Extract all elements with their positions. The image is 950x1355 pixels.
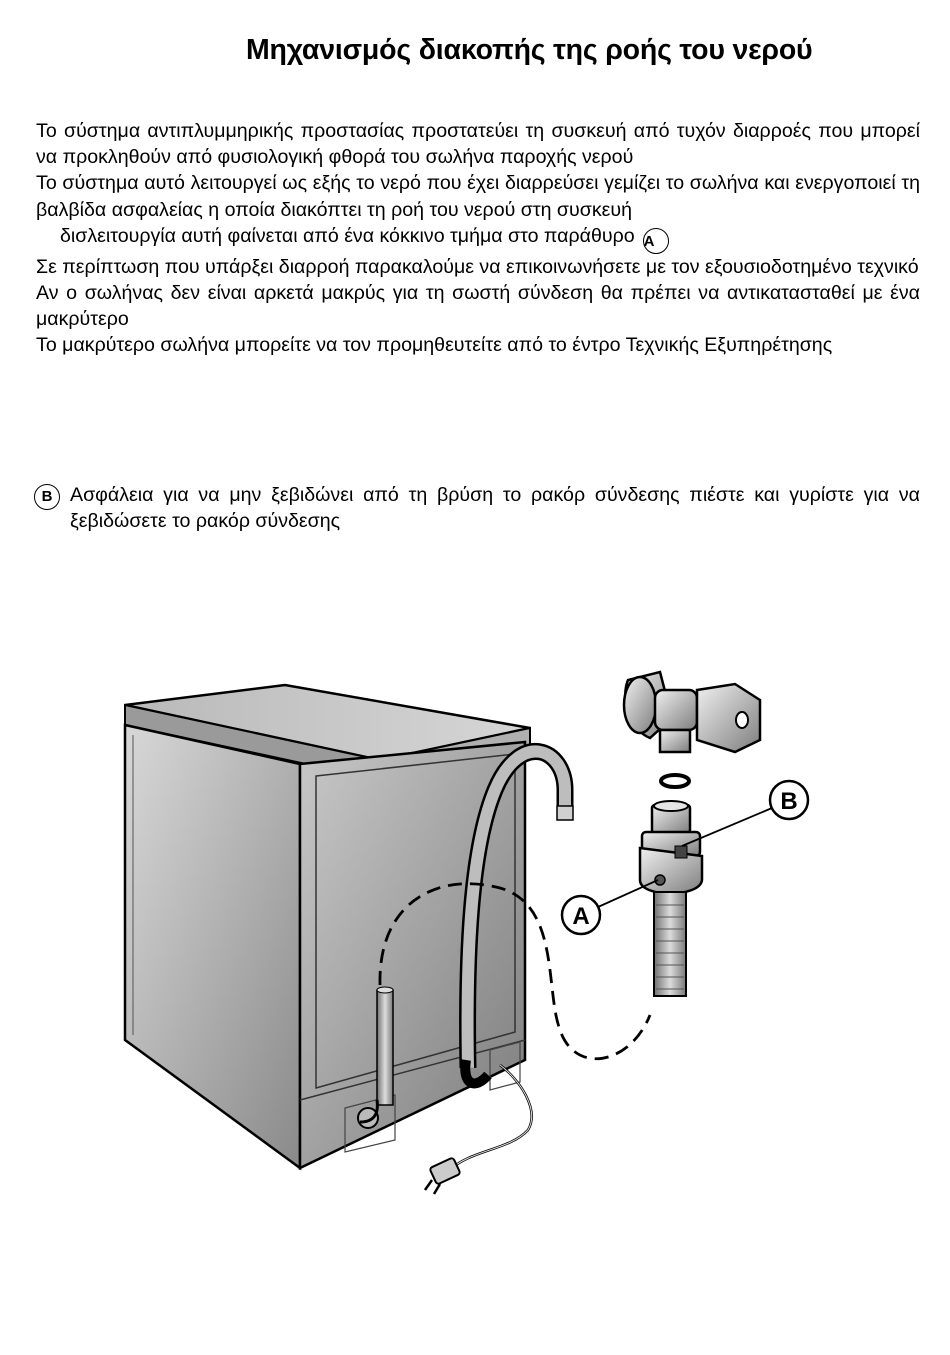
leader-line-b	[682, 808, 772, 846]
paragraph: Σε περίπτωση που υπάρξει διαρροή παρακαλούμε να επικοινωνήσετε με τον εξουσιοδοτημένο τεχνικό	[36, 255, 919, 278]
paragraph: Αν ο σωλήνας δεν είναι αρκετά μακρύς για τη σωστή σύνδεση θα πρέπει να αντικατασταθεί με ένα μακρύτερο	[36, 282, 920, 331]
callout-b	[770, 781, 808, 819]
sealing-washer	[661, 775, 689, 787]
safety-text: Ασφάλεια για να μην ξεβιδώνει από τη βρύση το ρακόρ σύνδεσης πιέστε και γυρίστε για να ξεβιδώσετε το ρακόρ σύνδεσης	[70, 484, 920, 533]
leader-line-a	[598, 880, 658, 907]
callout-a-label: A	[572, 903, 590, 930]
hose-connector	[640, 801, 702, 996]
page-title: Μηχανισμός διακοπής της ροής του νερού	[246, 34, 813, 66]
paragraph: Το μακρύτερο σωλήνα μπορείτε να τον προμηθευτείτε από το έντρο Τεχνικής Εξυπηρέτησης	[36, 334, 833, 357]
paragraph-text: δισλειτουργία αυτή φαίνεται από ένα κόκκινο τμήμα στο παράθυρο	[60, 224, 635, 247]
marker-a: A	[643, 228, 669, 254]
callout-b-label: B	[780, 788, 798, 815]
marker-b: B	[34, 484, 60, 510]
callout-a	[562, 896, 600, 934]
water-tap	[624, 672, 760, 752]
paragraph: Το σύστημα αντιπλυμμηρικής προστασίας προστατεύει τη συσκευή από τυχόν διαρροές που μπορεί να προκληθούν από φυσιολογική φθορά του σωλήνα παροχής νερού	[36, 120, 920, 169]
paragraph: Το σύστημα αυτό λειτουργεί ως εξής το νερό που έχει διαρρεύσει γεμίζει το σωλήνα και ενεργοποιεί τη βαλβίδα ασφαλείας η οποία διακόπτει τη ροή του νερού στη συσκευή	[36, 172, 920, 221]
